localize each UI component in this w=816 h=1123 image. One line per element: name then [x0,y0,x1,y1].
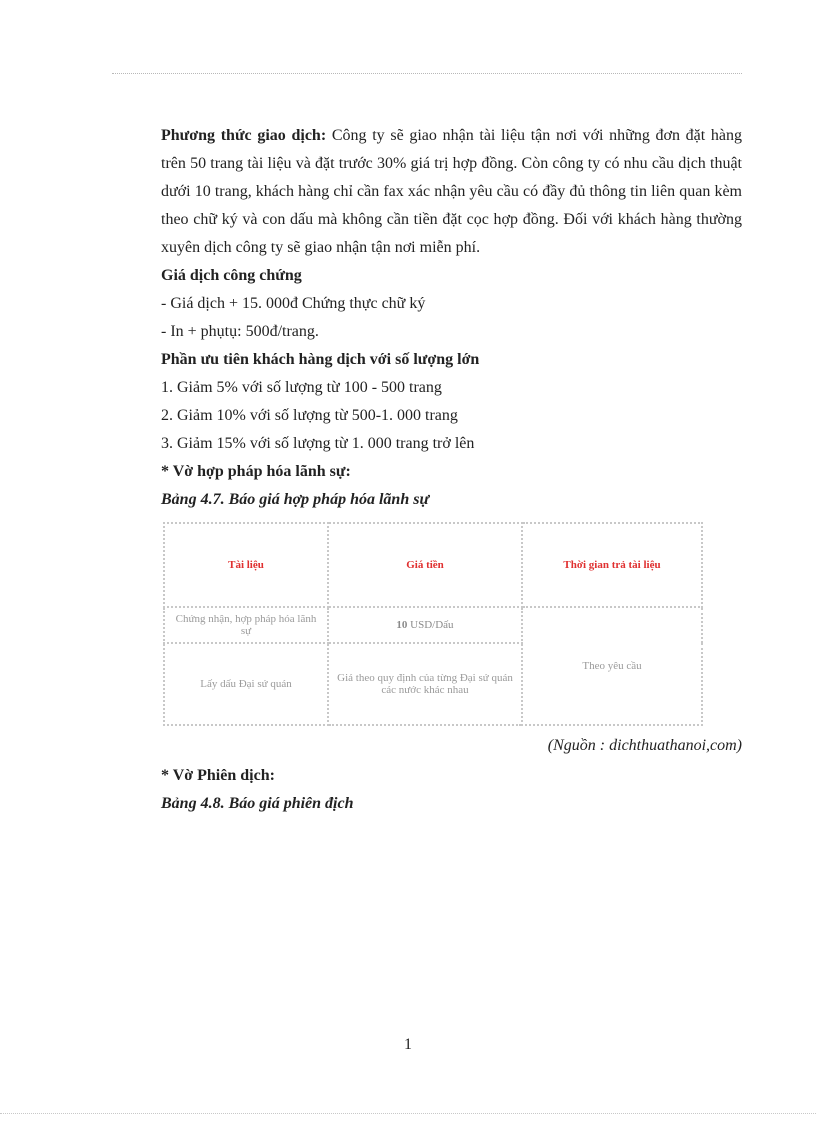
priority-line-3: 3. Giảm 15% với số lượng từ 1. 000 trang trở lên [161,435,475,452]
table-caption-4-7: Bảng 4.7. Báo giá hợp pháp hóa lãnh sự [161,491,430,508]
table-header-row [164,523,702,607]
footer-rule [0,1113,816,1114]
legalization-price-table [163,522,703,726]
cell-return-time: Theo yêu cầu [522,607,702,725]
intro-lead: Phương thức giao dịch: [161,127,327,144]
table-row [164,607,702,643]
header-return-time: Thời gian trả tài liệu [522,523,702,607]
document-body [161,122,742,818]
page-number: 1 [404,1036,412,1053]
price-unit: USD/Dấu [407,619,454,631]
table-caption-4-8: Bảng 4.8. Báo giá phiên địch [161,795,354,812]
intro-paragraph [161,122,742,262]
table-source: (Nguồn : dichthuathanoi,com) [547,737,742,754]
cell-price: Giá theo quy định của từng Đại sứ quán các nước khác nhau [328,643,522,725]
cell-document: Lấy dấu Đại sứ quán [164,643,328,725]
cell-document: Chứng nhận, hợp pháp hóa lãnh sự [164,607,328,643]
cell-price [328,607,522,643]
notary-heading: Giá dịch công chứng [161,267,302,284]
priority-heading: Phần ưu tiên khách hàng dịch với số lượng lớn [161,351,480,368]
priority-line-1: 1. Giảm 5% với số lượng từ 100 - 500 trang [161,379,442,396]
header-price: Giá tiền [328,523,522,607]
price-number: 10 [396,619,408,631]
header-rule [112,73,742,74]
intro-text: Công ty sẽ giao nhận tài liệu tận nơi với những đơn đặt hàng trên 50 trang tài liệu và đặt trước 30% giá trị hợp đồng. Còn công ty có nhu cầu dịch thuật dưới 10 trang, khách hàng chỉ cần fax xác nhận yêu cầu có đầy đủ thông tin liên quan kèm theo chữ ký và con dấu mà không cần tiền đặt cọc hợp đồng. Đối với khách hàng thường xuyên dịch công ty sẽ giao nhận tận nơi miễn phí. [161,127,743,256]
interpret-heading: * Vờ Phiên dịch: [161,767,275,784]
priority-line-2: 2. Giảm 10% với số lượng từ 500-1. 000 trang [161,407,458,424]
notary-line-2: - In + phụtụ: 500đ/trang. [161,323,319,340]
notary-line-1: - Giá dịch + 15. 000đ Chứng thực chữ ký [161,295,426,312]
header-document: Tài liệu [164,523,328,607]
legalization-heading: * Vờ hợp pháp hóa lãnh sự: [161,463,351,480]
